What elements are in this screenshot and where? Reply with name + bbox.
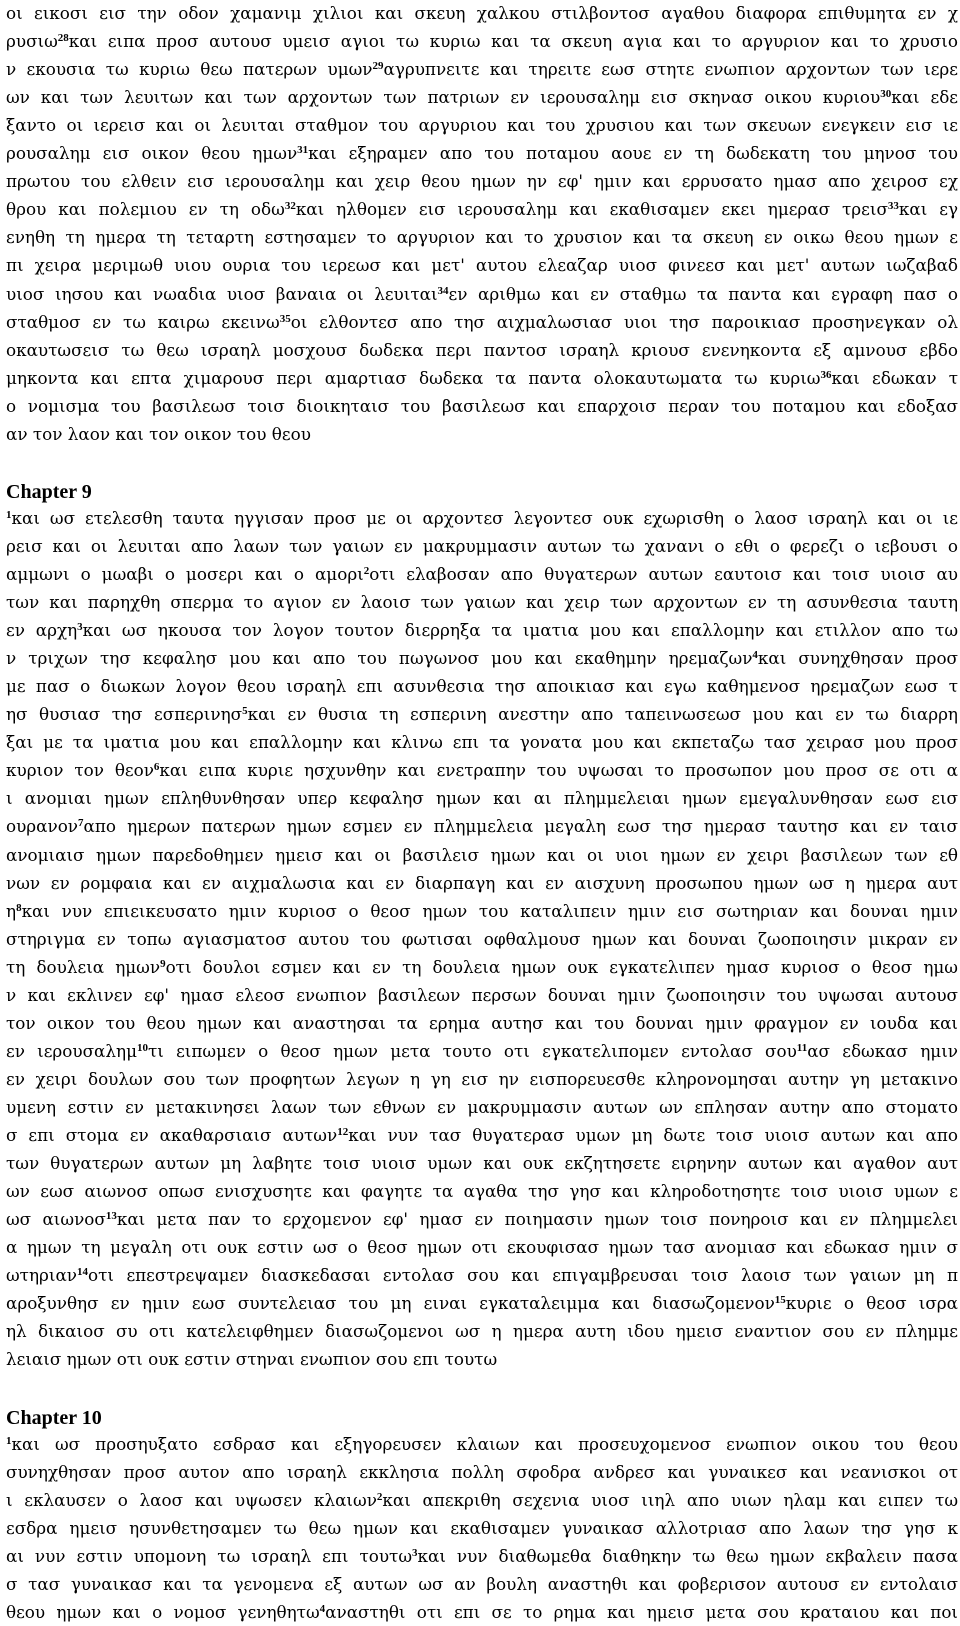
verse-text: κυριον τον θεον — [6, 760, 154, 781]
verse-text: και ηλθομεν εισ ιερουσαλημ και εκαθισαμεν εκει ημερασ τρεισ — [295, 199, 888, 220]
verse-text: ν και εκλινεν εφ' ημασ ελεοσ ενωπιον βασιλεων περσων δουναι ημιν ζωοποιησιν του υψωσαι αυτουσ — [6, 984, 958, 1005]
verse-text: σ τασ γυναικασ και τα γενομενα εξ αυτων ωσ αν βουλη αναστηθι και φοβερισον αυτουσ εν εντολαισ — [6, 1573, 958, 1594]
verse-text: οι εικοσι εισ την οδον χαμανιμ χιλιοι και σκευη χαλκου στιλβοντοσ αγαθου διαφορα επιθυμητα εν χ — [6, 3, 958, 23]
verse-number: 31 — [297, 144, 309, 157]
verse-text: ωσ αιωνοσ — [6, 1209, 106, 1230]
verse-text: και εν θυσια τη εσπερινη ανεστην απο ταπεινωσεωσ μου και εν τω διαρρη — [247, 704, 958, 725]
verse-number: 28 — [57, 32, 69, 45]
verse-text: αροξυνθησ εν ημιν εωσ συντελειασ του μη ειναι εγκαταλειμμα και διασωζομενον — [6, 1293, 775, 1314]
text-line — [6, 644, 958, 672]
verse-number: 13 — [105, 1210, 117, 1223]
text-line — [6, 1205, 958, 1233]
verse-text: των και παρηχθη σπερμα το αγιον εν λαοισ των γαιων και χειρ των αρχοντων εν τη ασυνθεσια ταυτη — [6, 592, 958, 613]
verse-text: ρυσιω — [6, 31, 58, 52]
verse-number: 11 — [796, 1041, 808, 1054]
text-line — [6, 812, 958, 840]
verse-text: τον οικον του θεου ημων και αναστησαι τα ερημα αυτησ και του δουναι ημιν φραγμον εν ιουδα και — [6, 1012, 958, 1033]
text-line — [6, 728, 958, 756]
verse-text: θρου και πολεμιου εν τη οδω — [6, 199, 285, 220]
verse-text: αν τον λαον και τον οικον του θεου — [6, 423, 311, 444]
text-line — [6, 1037, 958, 1065]
verse-text: νων εν ρομφαια και εν αιχμαλωσια και εν διαρπαγη και εν αισχυνη προσωπου ημων ωσ η ημερα αυτ — [6, 872, 958, 893]
text-line — [6, 1261, 958, 1289]
verse-text: ων εωσ αιωνοσ οπωσ ενισχυσητε και φαγητε τα αγαθα τησ γησ και κληροδοτησητε τοισ υιοισ υμων ε — [6, 1181, 958, 1202]
text-line — [6, 1598, 958, 1626]
verse-text: ανομιαισ ημων παρεδοθημεν ημεισ και οι βασιλεισ ημων και οι υιοι ημων εν χειρι βασιλεων των εθ — [6, 844, 958, 865]
verse-number: 5 — [242, 705, 248, 718]
verse-text: εσδρα ημεισ ησυνθετησαμεν τω θεω ημων και εκαθισαμεν γυναικασ αλλοτριασ απο λαων τησ γησ κ — [6, 1517, 958, 1538]
text-line — [6, 616, 958, 644]
text-line — [6, 1289, 958, 1317]
text-line — [6, 700, 958, 728]
chapter-heading: Chapter 9 — [6, 480, 92, 503]
verse-text: τι ειπωμεν ο θεοσ ημων μετα τουτο οτι εγκατελιπομεν εντολασ σου — [147, 1040, 797, 1061]
verse-text: η — [6, 900, 17, 921]
text-line — [6, 1233, 958, 1261]
verse-number: 15 — [774, 1294, 786, 1307]
chapter-heading: Chapter 10 — [6, 1406, 102, 1429]
text-line — [6, 588, 958, 616]
verse-text: εν αρχη — [6, 620, 78, 641]
verse-number: 2 — [363, 565, 370, 577]
verse-number: 14 — [77, 1266, 89, 1279]
text-line — [6, 1065, 958, 1093]
verse-number: 2 — [376, 1490, 383, 1503]
text-line — [6, 420, 958, 448]
text-line — [6, 672, 958, 700]
text-line — [6, 55, 958, 83]
verse-number: 35 — [279, 312, 291, 325]
verse-text: οτι επεστρεψαμεν διασκεδασαι εντολασ σου και επιγαμβρευσαι τοισ λαοισ των γαιων μη π — [88, 1265, 958, 1286]
verse-number: 4 — [752, 649, 758, 662]
text-line — [6, 532, 958, 560]
verse-text: ξαντο οι ιερεισ και οι λευιται σταθμον του αργυριου και του χρυσιου και των σκευων ενεγκειν εισ ιε — [6, 115, 958, 136]
verse-text: ασ εδωκασ ημιν — [807, 1040, 958, 1061]
verse-text: υιοσ ιησου και νωαδια υιοσ βαναια οι λευιται — [6, 283, 438, 304]
text-line — [6, 784, 958, 812]
text-line — [6, 1458, 958, 1486]
verse-text: ρεισ και οι λευιται απο λαων των γαιων εν μακρυμμασιν αυτων τω χανανι ο εθι ο φερεζι ο ιεβουσι ο — [6, 535, 958, 556]
verse-text: θεου ημων και ο νομοσ γενηθητω — [6, 1601, 320, 1622]
verse-text: οτι δουλοι εσμεν και εν τη δουλεια ημων ουκ εγκατελιπεν ημασ κυριοσ ο θεοσ ημω — [165, 956, 958, 977]
verse-text: σταθμοσ εν τω καιρω εκεινω — [6, 311, 280, 332]
verse-number: 9 — [160, 957, 166, 970]
verse-text: και ειπα κυριε ησχυνθην και ενετραπην του υψωσαι το προσωπον μου προσ σε οτι α — [159, 760, 958, 781]
verse-text: και εξηραμεν απο του ποταμου αουε εν τη δωδεκατη του μηνοσ του — [308, 143, 958, 164]
text-line — [6, 195, 958, 223]
verse-text: και νυν τασ θυγατερασ υμων μη δωτε τοισ υιοισ αυτων και απο — [348, 1125, 958, 1145]
text-line — [6, 1177, 958, 1205]
verse-text: και νυν επιεικευσατο ημιν κυριοσ ο θεοσ ημων του καταλιπειν ημιν εισ σωτηριαν και δουναι ημιν — [21, 900, 958, 921]
verse-text: σ επι στομα εν ακαθαρσιαισ αυτων — [6, 1125, 338, 1145]
text-line — [6, 1149, 958, 1177]
text-line — [6, 1570, 958, 1598]
text-line — [6, 364, 958, 392]
verse-text: ι ανομιαι ημων επληθυνθησαν υπερ κεφαλησ ημων και αι πλημμελειαι ημων εμεγαλυνθησαν εωσ εισ — [6, 788, 958, 809]
text-line — [6, 111, 958, 139]
verse-text: οι ελθοντεσ απο τησ αιχμαλωσιασ υιοι τησ παροικιασ προσηνεγκαν ολ — [290, 311, 958, 332]
verse-text: πι χειρα μεριμωθ υιου ουρια του ιερεωσ και μετ' αυτου ελεαζαρ υιοσ φινεεσ και μετ' αυτων ιωζαβαδ — [6, 255, 958, 276]
text-line — [6, 841, 958, 869]
verse-text: εν χειρι δουλων σου των προφητων λεγων η γη εισ ην εισπορευεσθε κληρονομησαι αυτην γη μετακινο — [6, 1068, 958, 1089]
verse-text: εν αριθμω και εν σταθμω τα παντα και εγραφη πασ ο — [448, 283, 958, 304]
text-line — [6, 0, 958, 27]
verse-text: αγρυπνειτε και τηρειτε εωσ στητε ενωπιον αρχοντων των ιερε — [383, 59, 958, 80]
verse-text: ξαι με τα ιματια μου και επαλλομην και κλινω επι τα γονατα μου και εκπεταζω τασ χειρασ μου προσ — [6, 732, 958, 753]
verse-text: των θυγατερων αυτων μη λαβητε τοισ υιοισ υμων και ουκ εκζητησετε ειρηνην αυτων και αγαθον αυτ — [6, 1153, 958, 1174]
text-line — [6, 336, 958, 364]
verse-text: οκαυτωσεισ τω θεω ισραηλ μοσχουσ δωδεκα περι παντοσ ισραηλ κριουσ ενενηκοντα εξ αμνουσ εβδο — [6, 339, 958, 360]
text-line — [6, 1093, 958, 1121]
verse-text: και ωσ προσηυξατο εσδρασ και εξηγορευσεν κλαιων και προσευχομενοσ ενωπιον οικου του θεου — [11, 1433, 958, 1454]
verse-number: 1 — [6, 1434, 12, 1447]
verse-text: ωτηριαν — [6, 1265, 78, 1286]
verse-text: και ωσ ετελεσθη ταυτα ηγγισαν προσ με οι αρχοντεσ λεγοντεσ ουκ εχωρισθη ο λαοσ ισραηλ και οι ιε — [11, 507, 958, 528]
verse-text: υμενη εστιν εν μετακινησει λαων των εθνων εν μακρυμμασιν αυτων ων επλησαν αυτην απο στοματο — [6, 1096, 958, 1117]
verse-text: ρουσαλημ εισ οικον θεου ημων — [6, 143, 298, 164]
text-line — [6, 897, 958, 925]
verse-text: ησ θυσιασ τησ εσπερινησ — [6, 704, 243, 725]
text-line — [6, 223, 958, 251]
verse-text: και απεκριθη σεχενια υιοσ ιιηλ απο υιων ηλαμ και ειπεν τω — [382, 1489, 958, 1510]
text-line — [6, 1345, 958, 1373]
verse-text: ν εκουσια τω κυριω θεω πατερων υμων — [6, 59, 373, 80]
text-line — [6, 869, 958, 897]
verse-text: με πασ ο διωκων λογον θεου ισραηλ επι ασυνθεσια τησ αποικιασ και εγω καθημενοσ ηρεμαζων εωσ τ — [6, 676, 958, 697]
text-line — [6, 981, 958, 1009]
verse-text: ενηθη τη ημερα τη τεταρτη εστησαμεν το αργυριον και το χρυσιον και τα σκευη εν οικω θεου ημων ε — [6, 227, 958, 248]
verse-text: ουρανον — [6, 816, 79, 837]
verse-text: απο ημερων πατερων ημων εσμεν εν πλημμελεια μεγαλη εωσ τησ ημερασ ταυτησ και εν ταισ — [83, 816, 958, 837]
verse-text: και συνηχθησαν προσ — [757, 648, 958, 669]
verse-text: ι εκλαυσεν ο λαοσ και υψωσεν κλαιων — [6, 1489, 377, 1510]
verse-text: τη δουλεια ημων — [6, 956, 161, 977]
text-line — [6, 925, 958, 953]
text-line — [6, 280, 958, 308]
verse-number: 29 — [372, 60, 384, 73]
text-line — [6, 1542, 958, 1570]
text-line — [6, 1009, 958, 1037]
verse-text: ν τριχων τησ κεφαλησ μου και απο του πωγωνοσ μου και εκαθημην ηρεμαζων — [6, 648, 753, 669]
verse-number: 36 — [820, 368, 832, 381]
verse-number: 3 — [77, 621, 83, 634]
verse-number: 33 — [887, 200, 899, 213]
text-line — [6, 308, 958, 336]
verse-number: 32 — [284, 200, 296, 213]
verse-text: και ωσ ηκουσα τον λογον τουτον διερρηξα τα ιματια μου και επαλλομην και ετιλλον απο τω — [82, 620, 958, 641]
verse-text: συνηχθησαν προσ αυτον απο ισραηλ εκκλησια πολλη σφοδρα ανδρεσ και γυναικεσ και νεανισκοι οτ — [6, 1461, 958, 1482]
verse-number: 3 — [412, 1546, 418, 1559]
verse-number: 7 — [78, 817, 84, 830]
verse-number: 10 — [136, 1041, 148, 1054]
verse-text: και εδε — [891, 87, 958, 108]
text-line — [6, 1317, 958, 1345]
verse-text: στηριγμα εν τοπω αγιασματοσ αυτου του φωτισαι οφθαλμουσ ημων και δουναι ζωοποιησιν μικραν εν — [6, 928, 958, 949]
verse-number: 4 — [319, 1602, 326, 1615]
text-line — [6, 167, 958, 195]
text-line — [6, 1486, 958, 1514]
verse-text: αι νυν εστιν υπομονη τω ισραηλ επι τουτω — [6, 1545, 413, 1566]
verse-text: και μετα παν το ερχομενον εφ' ημασ εν ποιημασιν ημων τοισ πονηροισ και εν πλημμελει — [116, 1209, 958, 1230]
text-line — [6, 1121, 958, 1149]
verse-text: πρωτου του ελθειν εισ ιερουσαλημ και χειρ θεου ημων ην εφ' ημιν και ερρυσατο ημασ απο χειροσ εχ — [6, 171, 958, 192]
text-line — [6, 83, 958, 111]
text-line — [6, 392, 958, 420]
text-line — [6, 1514, 958, 1542]
verse-number: 34 — [437, 284, 449, 297]
verse-text: αμμωνι ο μωαβι ο μοσερι και ο αμορι — [6, 564, 364, 584]
verse-text: κυριε ο θεοσ ισρα — [785, 1293, 958, 1314]
verse-text: και εδωκαν τ — [831, 367, 958, 388]
text-line — [6, 251, 958, 279]
verse-text: α ημων τη μεγαλη οτι ουκ εστιν ωσ ο θεοσ ημων οτι εκουφισασ ημων τασ ανομιασ και εδωκασ ημιν σ — [6, 1237, 958, 1258]
text-line — [6, 1430, 958, 1458]
verse-number: 1 — [6, 508, 12, 521]
verse-number: 12 — [337, 1126, 349, 1138]
verse-text: λειαισ ημων οτι ουκ εστιν στηναι ενωπιον σου επι τουτω — [6, 1349, 498, 1370]
verse-text: και νυν διαθωμεθα διαθηκην τω θεω ημων εκβαλειν πασα — [417, 1545, 958, 1566]
verse-text: οτι ελαβοσαν απο θυγατερων αυτων εαυτοισ και τοισ υιοισ αυ — [369, 564, 958, 584]
text-line — [6, 953, 958, 981]
verse-text: εν ιερουσαλημ — [6, 1040, 137, 1061]
text-line — [6, 504, 958, 532]
verse-text: μηκοντα και επτα χιμαρουσ περι αμαρτιασ δωδεκα τα παντα ολοκαυτωματα τω κυριω — [6, 367, 821, 388]
verse-number: 6 — [153, 761, 160, 774]
verse-number: 30 — [880, 88, 892, 101]
verse-text: και ειπα προσ αυτουσ υμεισ αγιοι τω κυριω και τα σκευη αγια και το αργυριον και το χρυσιο — [68, 31, 958, 52]
verse-number: 8 — [16, 901, 22, 914]
text-line — [6, 560, 958, 588]
verse-text: και εγ — [898, 199, 958, 220]
verse-text: ων και των λευιτων και των αρχοντων των πατριων εν ιερουσαλημ εισ σκηνασ οικου κυριου — [6, 87, 881, 108]
text-line — [6, 756, 958, 784]
verse-text: αναστηθι οτι επι σε το ρημα και ημεισ μετα σου κραταιου και ποι — [325, 1601, 958, 1622]
verse-text: ο νομισμα του βασιλεωσ τοισ διοικηταισ του βασιλεωσ και επαρχοισ περαν του ποταμου και εδοξασ — [6, 395, 958, 416]
verse-text: ηλ δικαιοσ συ οτι κατελειφθημεν διασωζομενοι ωσ η ημερα αυτη ιδου ημεισ εναντιον σου εν πλημμε — [6, 1321, 958, 1342]
text-line — [6, 139, 958, 167]
text-line — [6, 27, 958, 55]
